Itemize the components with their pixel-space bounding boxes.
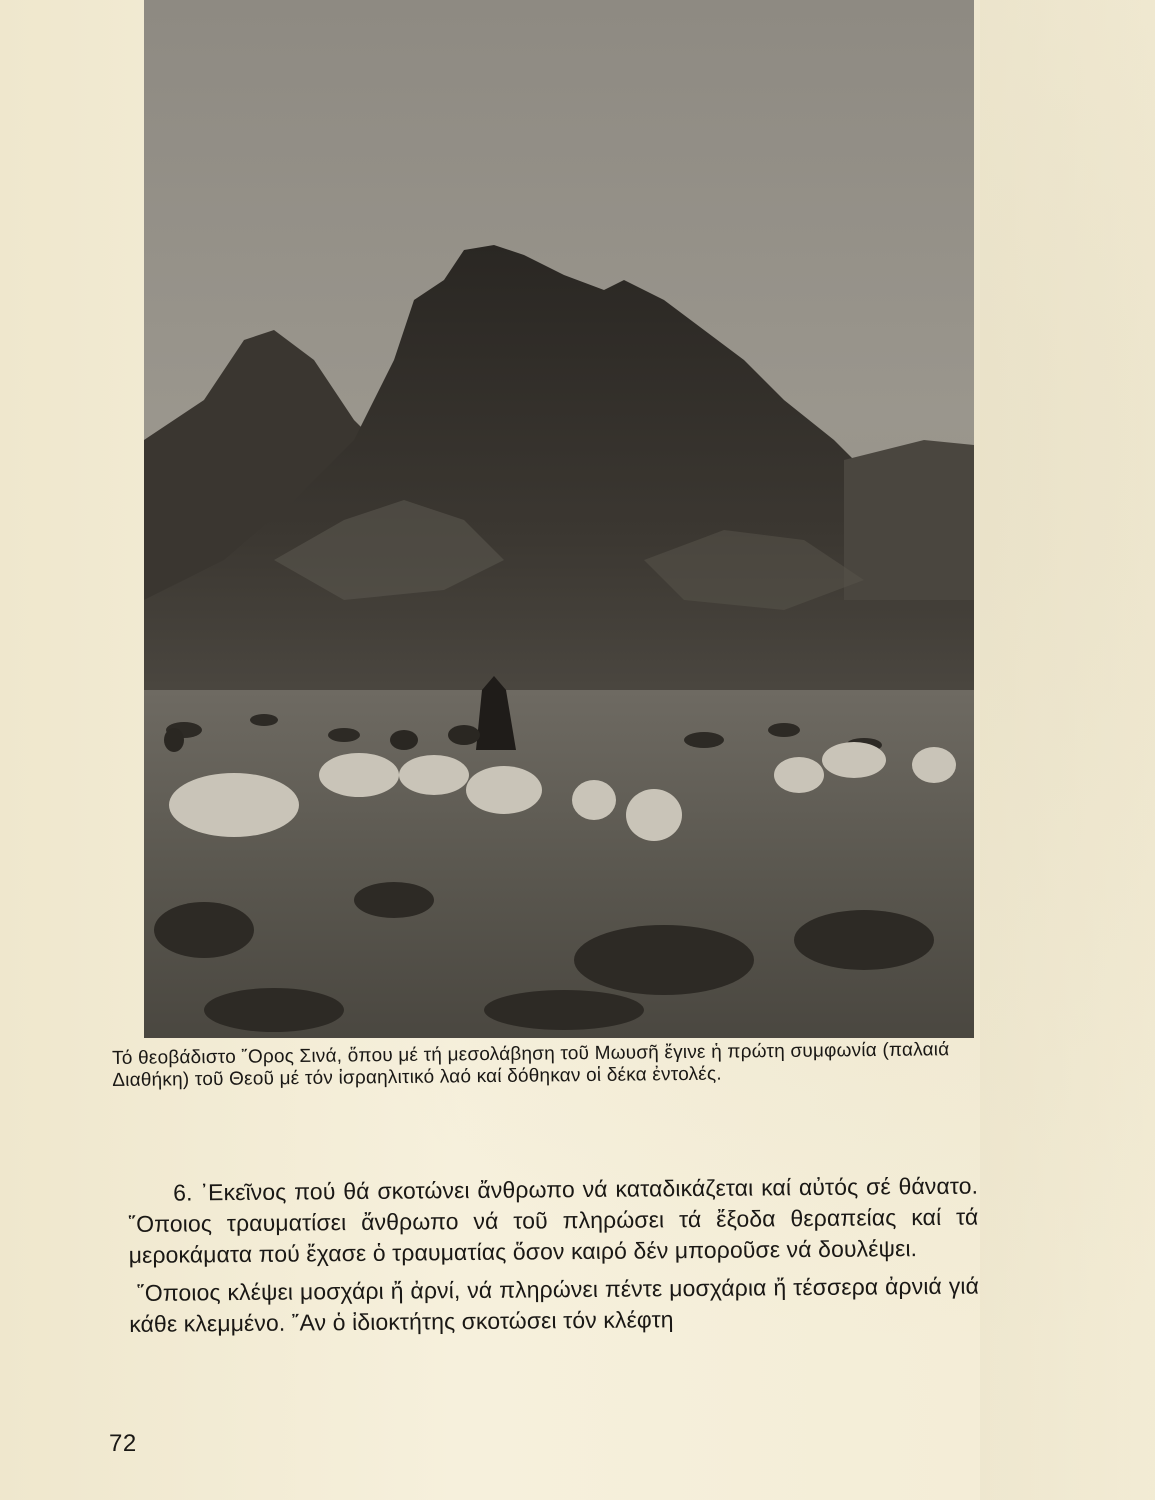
mount-sinai-photo [144, 0, 974, 1038]
paragraph: 6. ᾿Εκεῖνος πού θά σκοτώνει ἄνθρωπο νά καταδικάζεται καί αὐτός σέ θάνατο. ῞Οποιος τραυματίσει ἄνθρωπο νά τοῦ πληρώσει τά ἔξοδα θεραπείας καί τά μεροκάματα πού ἔχασε ὁ τραυματίας ὅσον καιρό δέν μποροῦσε νά δουλέψει. [128, 1172, 979, 1268]
mountain-landscape-photo-icon [144, 0, 974, 1038]
paragraph: ῞Οποιος κλέψει μοσχάρι ἤ ἀρνί, νά πληρώνει πέντε μοσχάρια ἤ τέσσερα ἀρνιά γιά κάθε κλεμμένο. ῎Αν ὁ ἰδιοκτήτης σκοτώσει τόν κλέφτη [129, 1272, 980, 1337]
page-number: 72 [109, 1430, 137, 1457]
page-edge-shadow [980, 0, 1155, 1500]
body-text [128, 1171, 979, 1340]
photo-caption: Τό θεοβάδιστο ῎Ορος Σινά, ὅπου μέ τή μεσολάβηση τοῦ Μωυσῆ ἔγινε ἡ πρώτη συμφωνία (παλαιά Διαθήκη) τοῦ Θεοῦ μέ τόν ἰσραηλιτικό λαό καί δόθηκαν οἱ δέκα ἐντολές. [112, 1039, 950, 1091]
